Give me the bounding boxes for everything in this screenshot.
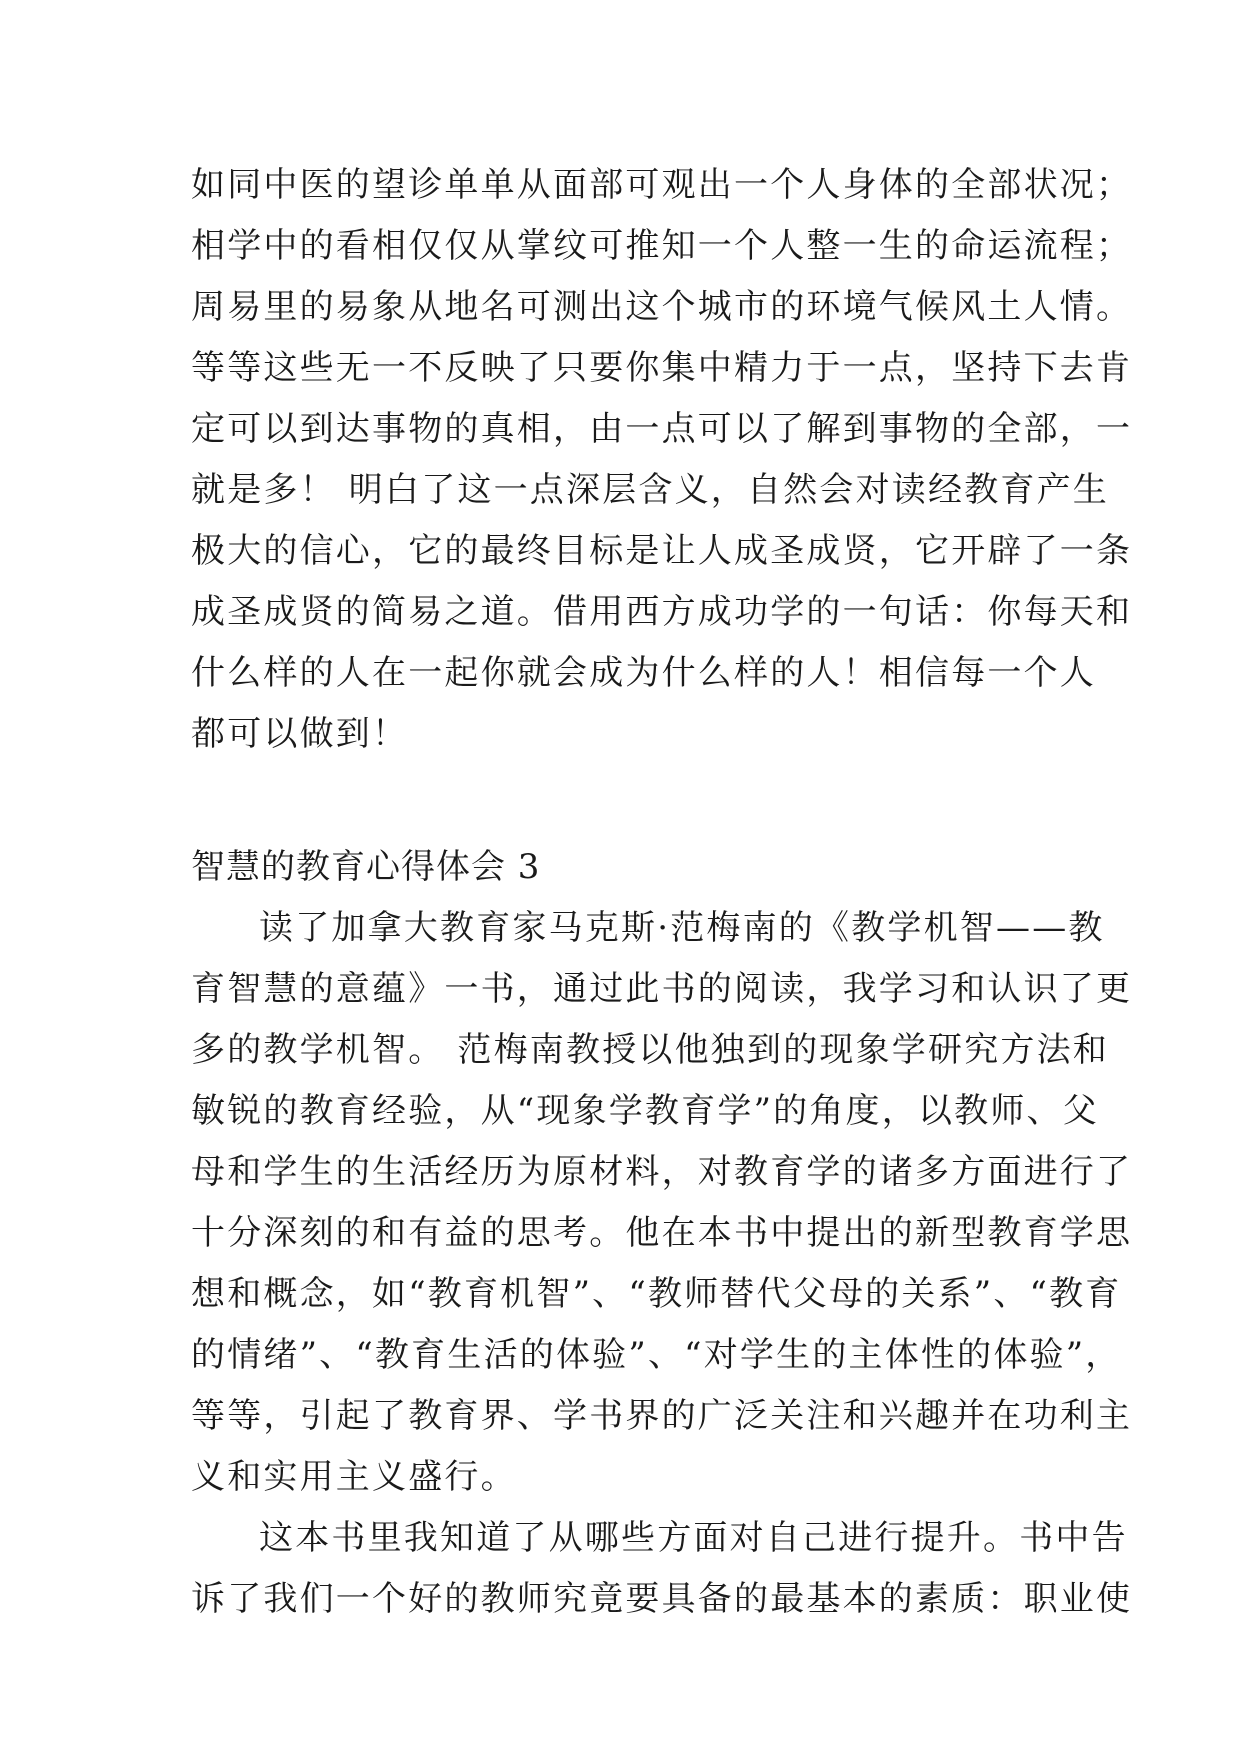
text-line: 十分深刻的和有益的思考。他在本书中提出的新型教育学思	[191, 1213, 1133, 1253]
document-body	[191, 155, 1133, 1630]
text-line: 极大的信心，它的最终目标是让人成圣成贤，它开辟了一条	[191, 531, 1133, 571]
paragraph-intro	[191, 155, 1133, 765]
text-line: 如同中医的望诊单单从面部可观出一个人身体的全部状况；	[191, 165, 1133, 205]
paragraph-2	[191, 1508, 1133, 1630]
text-line: 义和实用主义盛行。	[191, 1457, 517, 1497]
text-line: 等等这些无一不反映了只要你集中精力于一点，坚持下去肯	[191, 348, 1133, 388]
text-line: 就是多！ 明白了这一点深层含义，自然会对读经教育产生	[191, 470, 1110, 510]
text-line: 想和概念，如“教育机智”、“教师替代父母的关系”、“教育	[191, 1274, 1122, 1314]
text-line: 等等，引起了教育界、学书界的广泛关注和兴趣并在功利主	[191, 1396, 1133, 1436]
text-line: 育智慧的意蕴》一书，通过此书的阅读，我学习和认识了更	[191, 969, 1133, 1009]
text-line: 相学中的看相仅仅从掌纹可推知一个人整一生的命运流程；	[191, 226, 1133, 266]
section-heading: 智慧的教育心得体会 3	[191, 847, 541, 887]
section-gap	[191, 765, 1071, 837]
text-line: 成圣成贤的简易之道。借用西方成功学的一句话：你每天和	[191, 592, 1133, 632]
text-line: 的情绪”、“教育生活的体验”、“对学生的主体性的体验”，	[191, 1335, 1122, 1375]
text-line: 定可以到达事物的真相，由一点可以了解到事物的全部，一	[191, 409, 1133, 449]
text-line: 都可以做到！	[191, 714, 409, 754]
text-line: 诉了我们一个好的教师究竟要具备的最基本的素质：职业使	[191, 1579, 1133, 1619]
text-line: 多的教学机智。 范梅南教授以他独到的现象学研究方法和	[191, 1030, 1110, 1070]
text-line: 这本书里我知道了从哪些方面对自己进行提升。书中告	[259, 1518, 1128, 1558]
text-line: 周易里的易象从地名可测出这个城市的环境气候风土人情。	[191, 287, 1133, 327]
paragraph-1	[191, 898, 1133, 1508]
text-line: 读了加拿大教育家马克斯·范梅南的《教学机智——教	[259, 908, 1105, 948]
text-line: 母和学生的生活经历为原材料，对教育学的诸多方面进行了	[191, 1152, 1133, 1192]
text-line: 什么样的人在一起你就会成为什么样的人！相信每一个人	[191, 653, 1096, 693]
text-line: 敏锐的教育经验，从“现象学教育学”的角度，以教师、父	[191, 1091, 1099, 1131]
